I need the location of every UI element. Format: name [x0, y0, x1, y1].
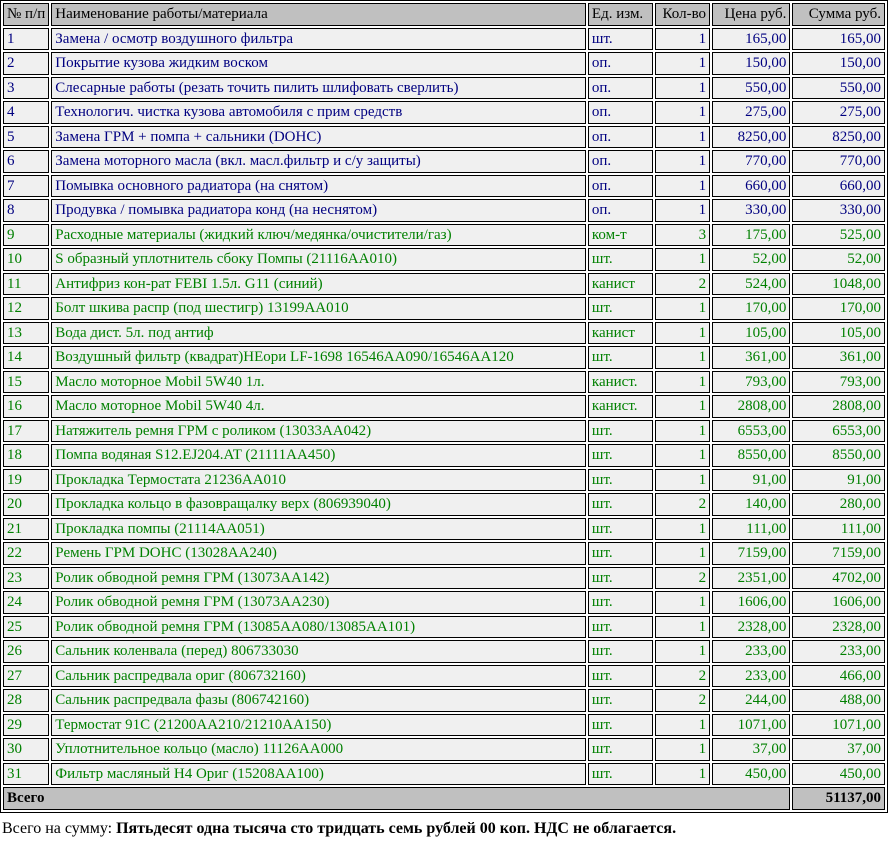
item-name-cell: Прокладка кольцо в фазовращалку верх (806939040) — [51, 493, 586, 516]
unit-cell: шт. — [588, 444, 653, 467]
unit-cell: шт. — [588, 640, 653, 663]
unit-cell: оп. — [588, 150, 653, 173]
table-row — [3, 567, 885, 590]
qty-cell: 1 — [655, 518, 710, 541]
qty-cell: 2 — [655, 665, 710, 688]
unit-cell: шт. — [588, 738, 653, 761]
qty-cell: 3 — [655, 224, 710, 247]
row-number-cell: 11 — [3, 273, 49, 296]
qty-cell: 1 — [655, 444, 710, 467]
item-name-cell: Антифриз кон-рат FEBI 1.5л. G11 (синий) — [51, 273, 586, 296]
item-name-cell: Продувка / помывка радиатора конд (на неснятом) — [51, 199, 586, 222]
qty-cell: 1 — [655, 101, 710, 124]
row-number-cell: 12 — [3, 297, 49, 320]
row-number-cell: 16 — [3, 395, 49, 418]
item-name-cell: S образный уплотнитель сбоку Помпы (21116АА010) — [51, 248, 586, 271]
unit-cell: оп. — [588, 175, 653, 198]
table-row — [3, 150, 885, 173]
price-cell: 330,00 — [712, 199, 790, 222]
total-sum: 51137,00 — [792, 787, 885, 810]
item-name-cell: Вода дист. 5л. под антиф — [51, 322, 586, 345]
row-number-cell: 14 — [3, 346, 49, 369]
row-number-cell: 6 — [3, 150, 49, 173]
row-number-cell: 29 — [3, 714, 49, 737]
price-cell: 2351,00 — [712, 567, 790, 590]
item-name-cell: Прокладка помпы (21114АА051) — [51, 518, 586, 541]
item-name-cell: Сальник распредвала фазы (806742160) — [51, 689, 586, 712]
row-number-cell: 3 — [3, 77, 49, 100]
unit-cell: шт. — [588, 518, 653, 541]
qty-cell: 1 — [655, 395, 710, 418]
row-number-cell: 27 — [3, 665, 49, 688]
item-name-cell: Расходные материалы (жидкий ключ/медянка/очистители/газ) — [51, 224, 586, 247]
sum-cell: 361,00 — [792, 346, 885, 369]
amount-in-words-prefix: Всего на сумму: — [2, 819, 117, 837]
unit-cell: шт. — [588, 689, 653, 712]
item-name-cell: Ролик обводной ремня ГРМ (13073АА230) — [51, 591, 586, 614]
item-name-cell: Термостат 91С (21200АА210/21210АА150) — [51, 714, 586, 737]
table-row — [3, 395, 885, 418]
qty-cell: 1 — [655, 199, 710, 222]
unit-cell: оп. — [588, 77, 653, 100]
item-name-cell: Уплотнительное кольцо (масло) 11126АА000 — [51, 738, 586, 761]
sum-cell: 466,00 — [792, 665, 885, 688]
table-row — [3, 616, 885, 639]
row-number-cell: 7 — [3, 175, 49, 198]
qty-cell: 1 — [655, 640, 710, 663]
item-name-cell: Прокладка Термостата 21236АА010 — [51, 469, 586, 492]
item-name-cell: Замена / осмотр воздушного фильтра — [51, 28, 586, 51]
price-cell: 275,00 — [712, 101, 790, 124]
price-cell: 37,00 — [712, 738, 790, 761]
row-number-cell: 31 — [3, 763, 49, 786]
table-row — [3, 518, 885, 541]
table-row — [3, 175, 885, 198]
qty-cell: 1 — [655, 469, 710, 492]
table-row — [3, 77, 885, 100]
sum-cell: 4702,00 — [792, 567, 885, 590]
table-row — [3, 371, 885, 394]
table-row — [3, 420, 885, 443]
item-name-cell: Фильтр масляный Н4 Ориг (15208АА100) — [51, 763, 586, 786]
price-cell: 1606,00 — [712, 591, 790, 614]
qty-cell: 1 — [655, 420, 710, 443]
item-name-cell: Замена моторного масла (вкл. масл.фильтр и с/у защиты) — [51, 150, 586, 173]
unit-cell: шт. — [588, 346, 653, 369]
row-number-cell: 18 — [3, 444, 49, 467]
sum-cell: 7159,00 — [792, 542, 885, 565]
qty-cell: 1 — [655, 714, 710, 737]
price-cell: 233,00 — [712, 665, 790, 688]
unit-cell: оп. — [588, 199, 653, 222]
sum-cell: 37,00 — [792, 738, 885, 761]
unit-cell: канист. — [588, 395, 653, 418]
row-number-cell: 9 — [3, 224, 49, 247]
column-header-sum: Сумма руб. — [792, 3, 885, 26]
total-label: Всего — [3, 787, 790, 810]
unit-cell: шт. — [588, 469, 653, 492]
row-number-cell: 17 — [3, 420, 49, 443]
price-cell: 244,00 — [712, 689, 790, 712]
table-row — [3, 199, 885, 222]
item-name-cell: Болт шкива распр (под шестигр) 13199АА010 — [51, 297, 586, 320]
unit-cell: канист — [588, 322, 653, 345]
sum-cell: 111,00 — [792, 518, 885, 541]
qty-cell: 1 — [655, 28, 710, 51]
price-cell: 524,00 — [712, 273, 790, 296]
item-name-cell: Слесарные работы (резать точить пилить шлифовать сверлить) — [51, 77, 586, 100]
row-number-cell: 19 — [3, 469, 49, 492]
column-header-quantity: Кол-во — [655, 3, 710, 26]
table-row — [3, 28, 885, 51]
table-row — [3, 469, 885, 492]
table-row — [3, 101, 885, 124]
row-number-cell: 20 — [3, 493, 49, 516]
unit-cell: шт. — [588, 665, 653, 688]
table-row — [3, 738, 885, 761]
unit-cell: шт. — [588, 420, 653, 443]
qty-cell: 1 — [655, 738, 710, 761]
sum-cell: 550,00 — [792, 77, 885, 100]
item-name-cell: Ролик обводной ремня ГРМ (13073АА142) — [51, 567, 586, 590]
qty-cell: 1 — [655, 77, 710, 100]
row-number-cell: 30 — [3, 738, 49, 761]
table-row — [3, 126, 885, 149]
sum-cell: 6553,00 — [792, 420, 885, 443]
qty-cell: 1 — [655, 175, 710, 198]
unit-cell: оп. — [588, 126, 653, 149]
price-cell: 111,00 — [712, 518, 790, 541]
table-row — [3, 591, 885, 614]
qty-cell: 1 — [655, 150, 710, 173]
price-cell: 1071,00 — [712, 714, 790, 737]
sum-cell: 660,00 — [792, 175, 885, 198]
row-number-cell: 24 — [3, 591, 49, 614]
total-row — [3, 787, 885, 810]
qty-cell: 1 — [655, 542, 710, 565]
item-name-cell: Замена ГРМ + помпа + сальники (DOHC) — [51, 126, 586, 149]
unit-cell: шт. — [588, 493, 653, 516]
row-number-cell: 5 — [3, 126, 49, 149]
table-row — [3, 542, 885, 565]
price-cell: 170,00 — [712, 297, 790, 320]
sum-cell: 770,00 — [792, 150, 885, 173]
unit-cell: шт. — [588, 616, 653, 639]
table-row — [3, 297, 885, 320]
item-name-cell: Воздушный фильтр (квадрат)НЕори LF-1698 16546АА090/16546АА120 — [51, 346, 586, 369]
sum-cell: 233,00 — [792, 640, 885, 663]
unit-cell: шт. — [588, 248, 653, 271]
column-header-price: Цена руб. — [712, 3, 790, 26]
price-cell: 8550,00 — [712, 444, 790, 467]
qty-cell: 1 — [655, 322, 710, 345]
table-row — [3, 322, 885, 345]
table-row — [3, 689, 885, 712]
price-cell: 52,00 — [712, 248, 790, 271]
price-cell: 91,00 — [712, 469, 790, 492]
item-name-cell: Помпа водяная S12.EJ204.AT (21111АА450) — [51, 444, 586, 467]
item-name-cell: Технологич. чистка кузова автомобиля с прим средств — [51, 101, 586, 124]
row-number-cell: 4 — [3, 101, 49, 124]
column-header-number: № п/п — [3, 3, 49, 26]
amount-in-words-line — [2, 820, 888, 838]
qty-cell: 1 — [655, 763, 710, 786]
item-name-cell: Помывка основного радиатора (на снятом) — [51, 175, 586, 198]
qty-cell: 1 — [655, 297, 710, 320]
unit-cell: ком-т — [588, 224, 653, 247]
table-row — [3, 52, 885, 75]
row-number-cell: 25 — [3, 616, 49, 639]
amount-in-words-text: Пятьдесят одна тысяча сто тридцать семь рублей 00 коп. НДС не облагается. — [116, 819, 677, 837]
sum-cell: 165,00 — [792, 28, 885, 51]
table-row — [3, 665, 885, 688]
price-cell: 550,00 — [712, 77, 790, 100]
unit-cell: канист. — [588, 371, 653, 394]
unit-cell: шт. — [588, 542, 653, 565]
table-row — [3, 224, 885, 247]
qty-cell: 1 — [655, 126, 710, 149]
price-cell: 361,00 — [712, 346, 790, 369]
sum-cell: 105,00 — [792, 322, 885, 345]
row-number-cell: 2 — [3, 52, 49, 75]
unit-cell: шт. — [588, 714, 653, 737]
sum-cell: 91,00 — [792, 469, 885, 492]
qty-cell: 2 — [655, 273, 710, 296]
row-number-cell: 28 — [3, 689, 49, 712]
sum-cell: 450,00 — [792, 763, 885, 786]
column-header-name: Наименование работы/материала — [51, 3, 586, 26]
item-name-cell: Масло моторное Mobil 5W40 1л. — [51, 371, 586, 394]
sum-cell: 1048,00 — [792, 273, 885, 296]
price-cell: 165,00 — [712, 28, 790, 51]
sum-cell: 525,00 — [792, 224, 885, 247]
table-row — [3, 493, 885, 516]
unit-cell: шт. — [588, 28, 653, 51]
item-name-cell: Ролик обводной ремня ГРМ (13085АА080/13085АА101) — [51, 616, 586, 639]
table-row — [3, 346, 885, 369]
table-row — [3, 248, 885, 271]
row-number-cell: 13 — [3, 322, 49, 345]
table-row — [3, 714, 885, 737]
item-name-cell: Натяжитель ремня ГРМ с роликом (13033АА042) — [51, 420, 586, 443]
price-cell: 6553,00 — [712, 420, 790, 443]
unit-cell: шт. — [588, 297, 653, 320]
price-cell: 105,00 — [712, 322, 790, 345]
sum-cell: 280,00 — [792, 493, 885, 516]
qty-cell: 1 — [655, 591, 710, 614]
row-number-cell: 26 — [3, 640, 49, 663]
row-number-cell: 15 — [3, 371, 49, 394]
sum-cell: 275,00 — [792, 101, 885, 124]
table-row — [3, 763, 885, 786]
sum-cell: 150,00 — [792, 52, 885, 75]
qty-cell: 1 — [655, 371, 710, 394]
unit-cell: шт. — [588, 591, 653, 614]
row-number-cell: 23 — [3, 567, 49, 590]
price-cell: 793,00 — [712, 371, 790, 394]
sum-cell: 1071,00 — [792, 714, 885, 737]
price-cell: 770,00 — [712, 150, 790, 173]
unit-cell: оп. — [588, 52, 653, 75]
unit-cell: оп. — [588, 101, 653, 124]
item-name-cell: Масло моторное Mobil 5W40 4л. — [51, 395, 586, 418]
header-row — [3, 3, 885, 26]
sum-cell: 330,00 — [792, 199, 885, 222]
qty-cell: 1 — [655, 248, 710, 271]
row-number-cell: 22 — [3, 542, 49, 565]
price-cell: 660,00 — [712, 175, 790, 198]
unit-cell: шт. — [588, 567, 653, 590]
row-number-cell: 1 — [3, 28, 49, 51]
unit-cell: канист — [588, 273, 653, 296]
price-cell: 450,00 — [712, 763, 790, 786]
unit-cell: шт. — [588, 763, 653, 786]
sum-cell: 52,00 — [792, 248, 885, 271]
column-header-unit: Ед. изм. — [588, 3, 653, 26]
sum-cell: 170,00 — [792, 297, 885, 320]
row-number-cell: 8 — [3, 199, 49, 222]
price-cell: 140,00 — [712, 493, 790, 516]
sum-cell: 2328,00 — [792, 616, 885, 639]
table-row — [3, 444, 885, 467]
sum-cell: 1606,00 — [792, 591, 885, 614]
invoice-rows — [3, 28, 885, 786]
sum-cell: 2808,00 — [792, 395, 885, 418]
price-cell: 8250,00 — [712, 126, 790, 149]
item-name-cell: Сальник распредвала ориг (806732160) — [51, 665, 586, 688]
item-name-cell: Сальник коленвала (перед) 806733030 — [51, 640, 586, 663]
sum-cell: 8550,00 — [792, 444, 885, 467]
qty-cell: 1 — [655, 52, 710, 75]
qty-cell: 1 — [655, 616, 710, 639]
qty-cell: 2 — [655, 689, 710, 712]
table-row — [3, 640, 885, 663]
row-number-cell: 10 — [3, 248, 49, 271]
sum-cell: 8250,00 — [792, 126, 885, 149]
qty-cell: 2 — [655, 567, 710, 590]
row-number-cell: 21 — [3, 518, 49, 541]
price-cell: 233,00 — [712, 640, 790, 663]
sum-cell: 793,00 — [792, 371, 885, 394]
qty-cell: 2 — [655, 493, 710, 516]
price-cell: 150,00 — [712, 52, 790, 75]
price-cell: 7159,00 — [712, 542, 790, 565]
price-cell: 2328,00 — [712, 616, 790, 639]
item-name-cell: Ремень ГРМ DOHC (13028АА240) — [51, 542, 586, 565]
price-cell: 2808,00 — [712, 395, 790, 418]
sum-cell: 488,00 — [792, 689, 885, 712]
item-name-cell: Покрытие кузова жидким воском — [51, 52, 586, 75]
price-cell: 175,00 — [712, 224, 790, 247]
table-row — [3, 273, 885, 296]
qty-cell: 1 — [655, 346, 710, 369]
